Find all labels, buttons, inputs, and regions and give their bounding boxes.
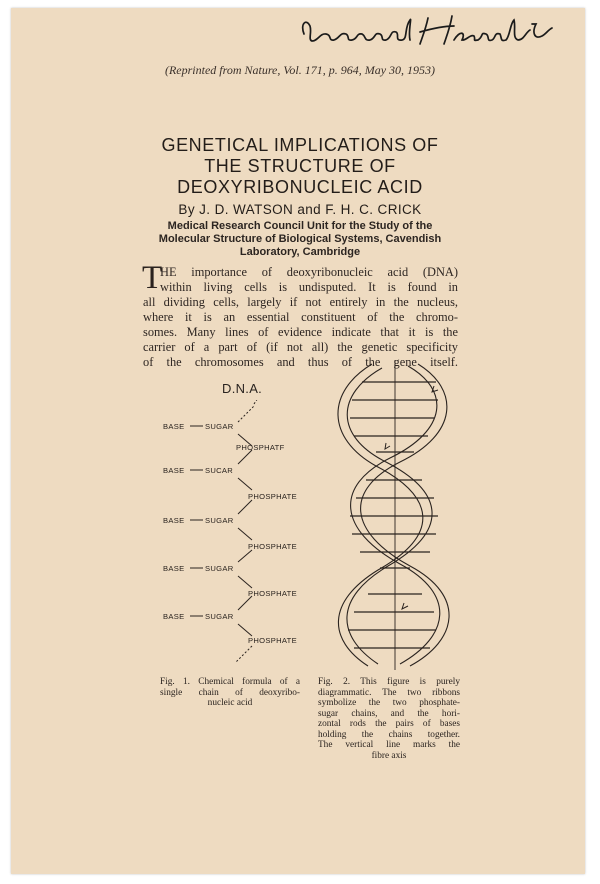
- figure1-caption: [160, 677, 300, 709]
- affiliation-line: Molecular Structure of Biological Systems, Cavendish: [158, 233, 442, 245]
- caption-line: Fig. 2. This figure is purely: [318, 677, 460, 687]
- drop-cap: T: [142, 260, 163, 296]
- figure2-caption: [318, 677, 460, 761]
- affiliation: [0, 220, 600, 259]
- sugar-label: SUGAR: [205, 422, 234, 431]
- sugar-label: SUGAR: [205, 516, 234, 525]
- sugar-label: SUGAR: [205, 564, 234, 573]
- phosphate-label: PHOSPHATE: [248, 492, 297, 501]
- figure1-chain-diagram: [160, 400, 310, 670]
- base-label: BASE: [163, 516, 185, 525]
- body-line: within living cells is undisputed. It is found in: [160, 280, 458, 294]
- caption-line: single chain of deoxyribo-: [160, 687, 300, 698]
- base-label: BASE: [163, 422, 185, 431]
- caption-line: zontal rods the pairs of bases: [318, 719, 460, 729]
- caption-line: symbolize the two phosphate-: [318, 698, 460, 708]
- phosphate-label: PHOSPHATE: [248, 589, 297, 598]
- body-line: HE importance of deoxyribonucleic acid (DNA): [160, 265, 458, 279]
- body-line: carrier of a part of (if not all) the genetic specificity: [143, 340, 458, 354]
- phosphate-label: PHOSPHATE: [248, 542, 297, 551]
- body-line: somes. Many lines of evidence indicate that it is the: [143, 325, 458, 339]
- body-line: of the chromosomes and thus of the gene itself.: [143, 355, 458, 369]
- caption-line: sugar chains, and the hori-: [318, 708, 460, 719]
- bottom-dashed-bond: [236, 646, 252, 662]
- title-line: THE STRUCTURE OF: [204, 156, 396, 176]
- double-helix-diagram: [330, 360, 460, 670]
- phosphate-label: PHOSPHATE: [248, 636, 297, 645]
- sugar-label: SUCAR: [205, 466, 234, 475]
- article-title: [0, 135, 600, 198]
- body-paragraph: [142, 260, 458, 370]
- affiliation-line: Laboratory, Cambridge: [239, 246, 361, 258]
- base-label: BASE: [163, 612, 185, 621]
- caption-line: nucleic acid: [207, 698, 253, 708]
- chain-bonds: [160, 400, 310, 670]
- title-line: DEOXYRIBONUCLEIC ACID: [177, 177, 423, 197]
- caption-line: holding the chains together.: [318, 729, 460, 740]
- caption-line: Fig. 1. Chemical formula of a: [160, 677, 300, 687]
- base-label: BASE: [163, 564, 185, 573]
- top-dashed-bond: [238, 406, 254, 422]
- figure1-heading: D.N.A.: [222, 381, 263, 396]
- body-line: where it is an essential constituent of the chromo-: [143, 310, 458, 324]
- handwritten-signature: [296, 10, 558, 50]
- phosphate-label: PHOSPHATF: [236, 443, 285, 452]
- caption-line: diagrammatic. The two ribbons: [318, 687, 460, 698]
- body-line: all dividing cells, largely if not entirely in the nucleus,: [143, 295, 458, 309]
- caption-line: fibre axis: [371, 750, 407, 761]
- title-line: GENETICAL IMPLICATIONS OF: [161, 135, 439, 155]
- caption-line: The vertical line marks the: [318, 740, 460, 750]
- reprint-note: (Reprinted from Nature, Vol. 171, p. 964, May 30, 1953): [164, 63, 436, 77]
- affiliation-line: Medical Research Council Unit for the Study of the: [167, 220, 433, 232]
- authors-line: By J. D. WATSON and F. H. C. CRICK: [178, 202, 422, 217]
- base-label: BASE: [163, 466, 185, 475]
- helix-ribbon-a: [351, 364, 449, 666]
- sugar-label: SUGAR: [205, 612, 234, 621]
